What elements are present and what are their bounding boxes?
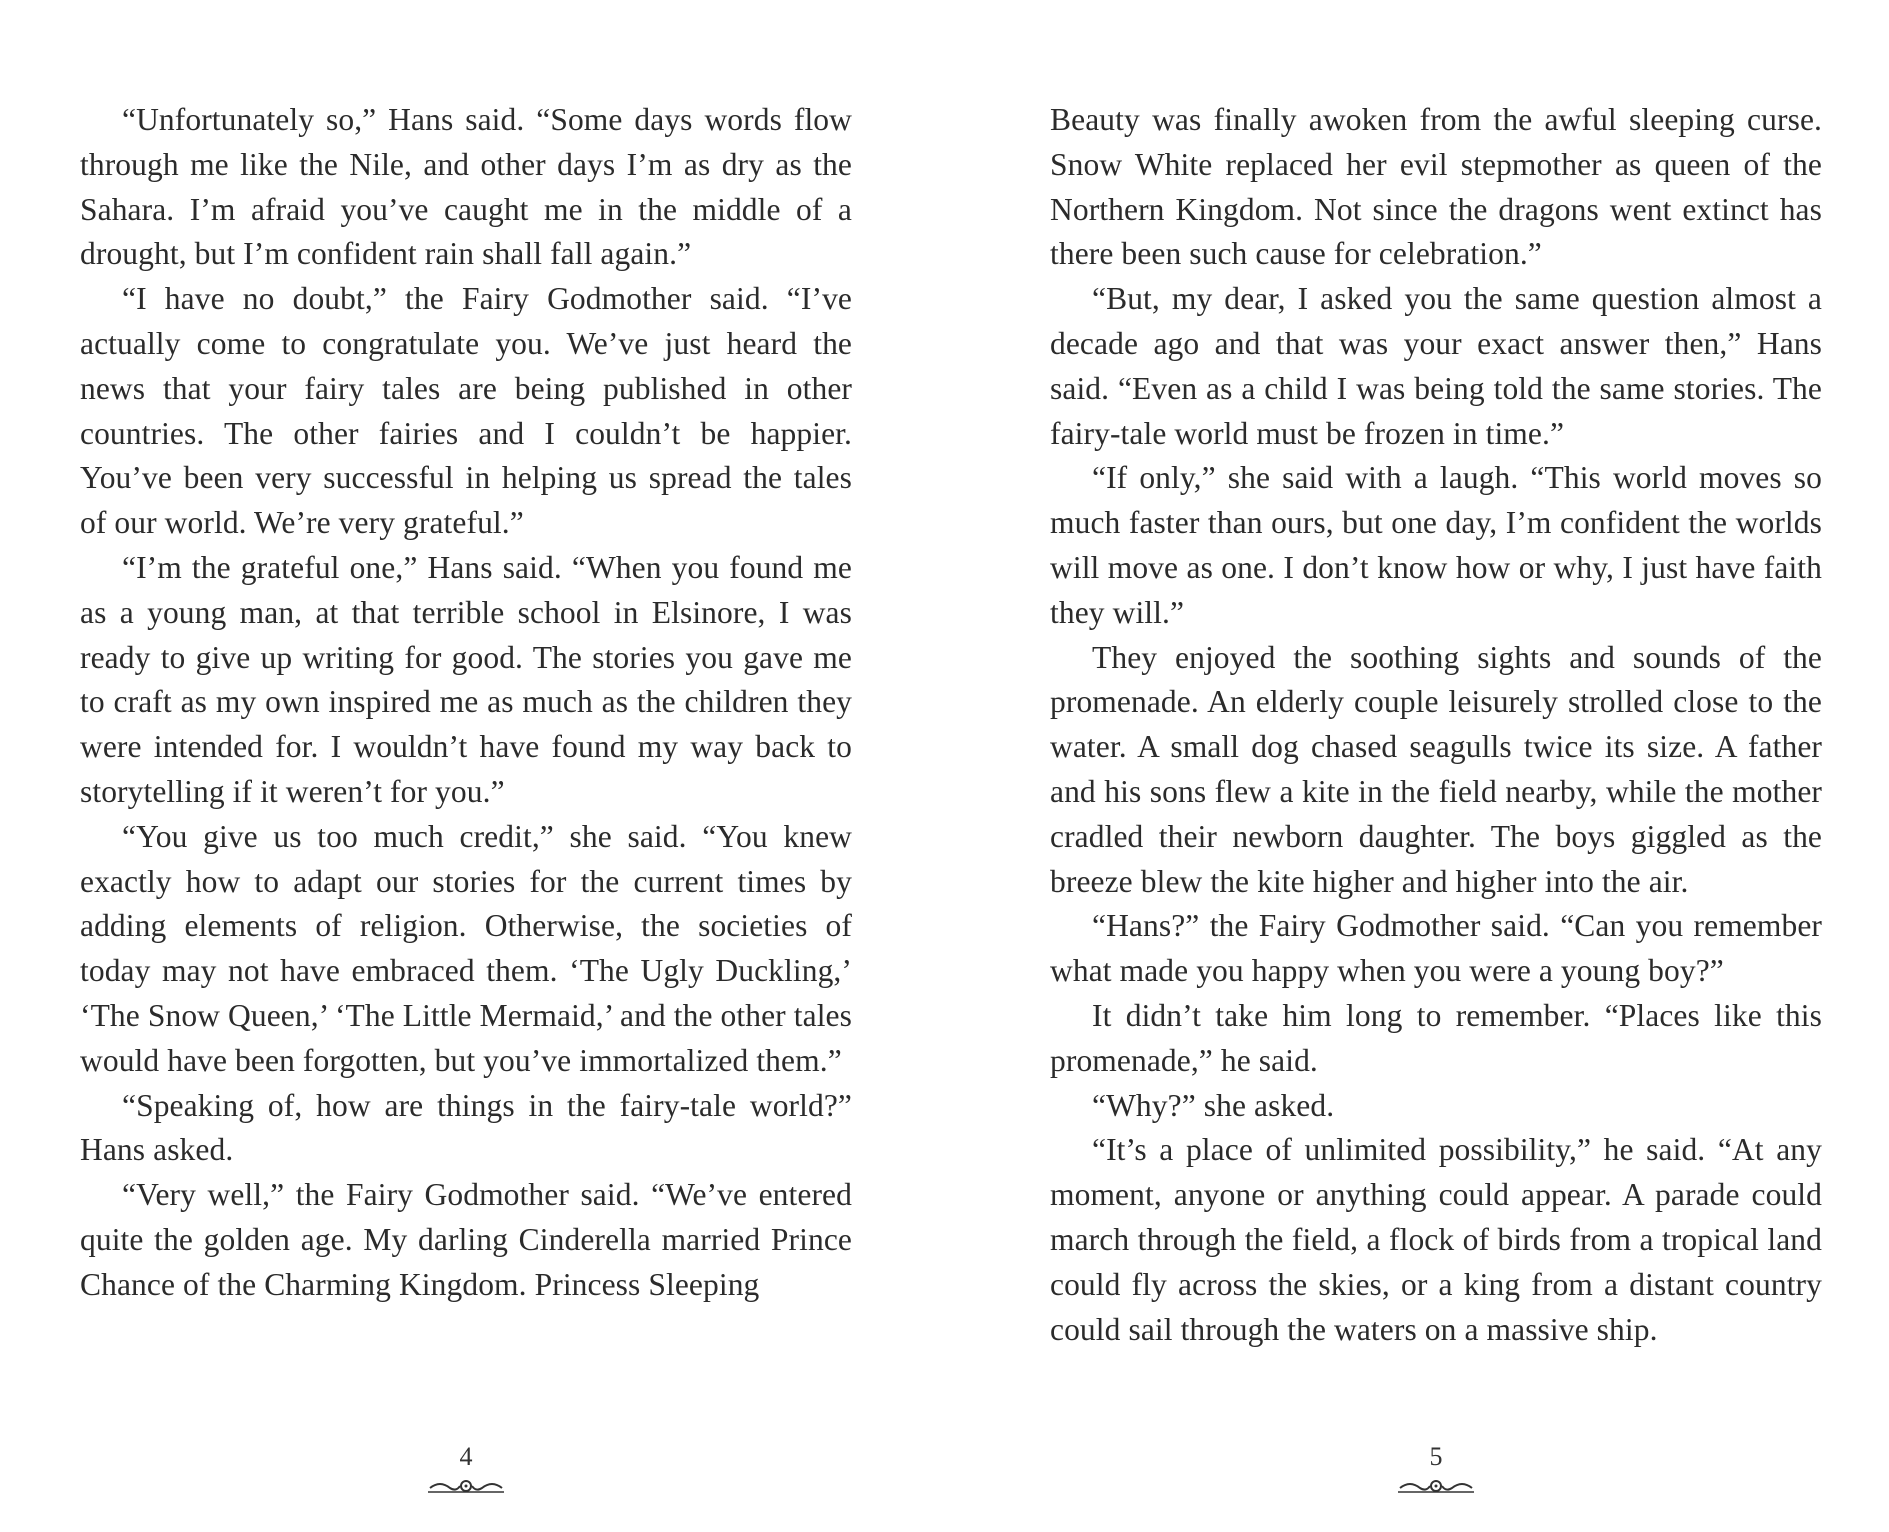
paragraph: Beauty was finally awoken from the awful sleeping curse. Snow White replaced her evil stepmother as queen of the Northern Kingdom. Not since the dragons went extinct has there been such cause for celebration.”: [1050, 102, 1822, 272]
decorative-scroll-icon: [426, 1474, 506, 1498]
paragraph: “Hans?” the Fairy Godmother said. “Can you remember what made you happy when you were a young boy?”: [1050, 908, 1822, 989]
paragraph: It didn’t take him long to remember. “Places like this promenade,” he said.: [1050, 997, 1822, 1078]
left-page-text: [80, 98, 852, 1308]
right-page: [1050, 0, 1822, 1532]
left-page: [80, 0, 852, 1532]
paragraph: They enjoyed the soothing sights and sounds of the promenade. An elderly couple leisurely strolled close to the water. A small dog chased seagulls twice its size. A father and his sons flew a kite in the field nearby, while the mother cradled their newborn daughter. The boys giggled as the breeze blew the kite higher and higher into the air.: [1050, 639, 1822, 899]
decorative-scroll-icon: [1396, 1474, 1476, 1498]
paragraph: “Speaking of, how are things in the fairy-tale world?” Hans asked.: [80, 1087, 852, 1168]
paragraph: “Why?” she asked.: [1092, 1087, 1335, 1123]
paragraph: “If only,” she said with a laugh. “This world moves so much faster than ours, but one day, I’m confident the worlds will move as one. I don’t know how or why, I just have faith they will.”: [1050, 460, 1822, 630]
paragraph: “Very well,” the Fairy Godmother said. “We’ve entered quite the golden age. My darling Cinderella married Prince Chance of the Charming Kingdom. Princess Sleeping: [80, 1177, 852, 1302]
paragraph: “You give us too much credit,” she said. “You knew exactly how to adapt our stories for the current times by adding elements of religion. Otherwise, the societies of today may not have embraced them. ‘The Ugly Duckling,’ ‘The Snow Queen,’ ‘The Little Mermaid,’ and the other tales would have been forgotten, but you’ve immortalized them.”: [80, 818, 852, 1078]
paragraph: “It’s a place of unlimited possibility,” he said. “At any moment, anyone or anything could appear. A parade could march through the field, a flock of birds from a tropical land could fly across the skies, or a king from a distant country could sail through the waters on a massive ship.: [1050, 1132, 1822, 1347]
page-number: 4: [459, 1442, 473, 1471]
paragraph: “I have no doubt,” the Fairy Godmother said. “I’ve actually come to congratulate you. We’ve just heard the news that your fairy tales are being published in other countries. The other fairies and I couldn’t be happier. You’ve been very successful in helping us spread the tales of our world. We’re very grateful.”: [80, 281, 852, 541]
page-number: 5: [1429, 1442, 1443, 1471]
right-page-text: [1050, 98, 1822, 1352]
paragraph: “I’m the grateful one,” Hans said. “When you found me as a young man, at that terrible school in Elsinore, I was ready to give up writing for good. The stories you gave me to craft as my own inspired me as much as the children they were intended for. I wouldn’t have found my way back to storytelling if it weren’t for you.”: [80, 549, 852, 809]
paragraph: “Unfortunately so,” Hans said. “Some days words flow through me like the Nile, and other days I’m as dry as the Sahara. I’m afraid you’ve caught me in the middle of a drought, but I’m confident rain shall fall again.”: [80, 102, 852, 272]
paragraph: “But, my dear, I asked you the same question almost a decade ago and that was your exact answer then,” Hans said. “Even as a child I was being told the same stories. The fairy-tale world must be frozen in time.”: [1050, 281, 1822, 451]
